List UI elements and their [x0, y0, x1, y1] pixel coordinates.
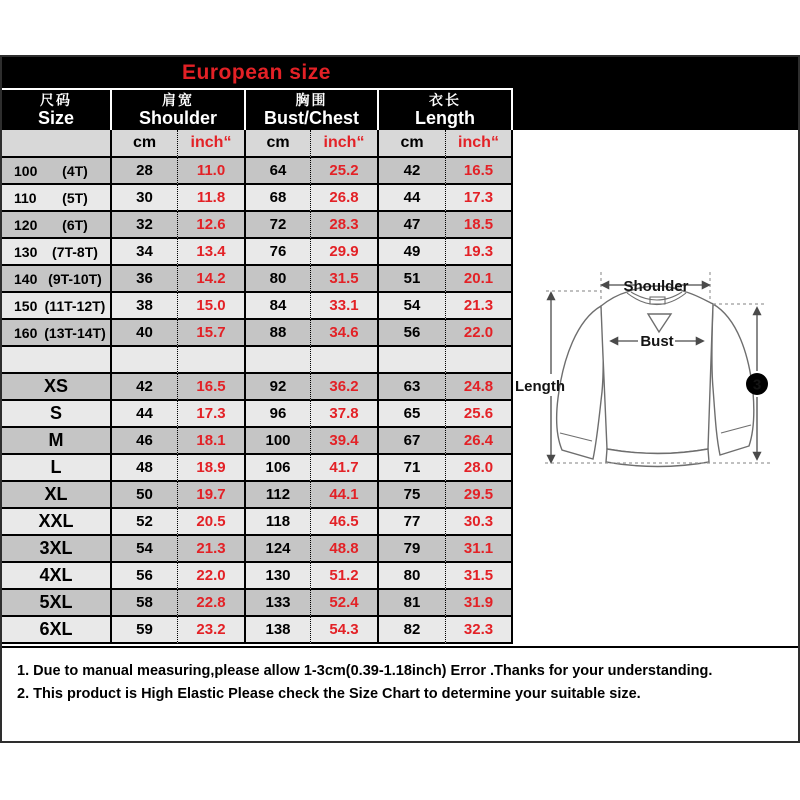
column-header-shoulder	[110, 90, 244, 130]
table-row	[2, 590, 511, 617]
column-header-size-en: Size	[37, 108, 75, 128]
inch-value-cell	[445, 347, 511, 374]
size-cell: 3XL	[2, 536, 110, 563]
inch-value-cell: 44.1	[310, 482, 377, 509]
size-cell: 4XL	[2, 563, 110, 590]
column-header-bust	[244, 90, 377, 130]
size-cell	[2, 185, 110, 212]
table-row	[2, 536, 511, 563]
column-header-length	[377, 90, 511, 130]
cm-value-cell: 58	[110, 590, 177, 617]
size-chart-panel	[0, 55, 800, 743]
size-cell	[2, 158, 110, 185]
cm-value-cell: 75	[377, 482, 445, 509]
size-cell: XXL	[2, 509, 110, 536]
unit-cell-inch: inch“	[310, 130, 377, 158]
cm-value-cell: 51	[377, 266, 445, 293]
column-header-size-zh: 尺码	[40, 92, 72, 108]
column-header-size	[2, 90, 110, 130]
inch-value-cell: 14.2	[177, 266, 244, 293]
cm-value-cell: 77	[377, 509, 445, 536]
cm-value-cell: 63	[377, 374, 445, 401]
inch-value-cell: 31.5	[445, 563, 511, 590]
unit-cell-inch: inch“	[177, 130, 244, 158]
size-age-tag: (11T-12T)	[44, 297, 106, 314]
size-cell	[2, 293, 110, 320]
inch-value-cell: 24.8	[445, 374, 511, 401]
inch-value-cell: 16.5	[445, 158, 511, 185]
column-header-shoulder-zh: 肩宽	[162, 92, 194, 108]
cm-value-cell: 138	[244, 617, 310, 644]
inch-value-cell: 21.3	[177, 536, 244, 563]
cm-value-cell: 34	[110, 239, 177, 266]
size-number: 130	[14, 243, 38, 260]
inch-value-cell: 22.8	[177, 590, 244, 617]
spacer-row	[2, 347, 511, 374]
cm-value-cell: 59	[110, 617, 177, 644]
inch-value-cell: 22.0	[177, 563, 244, 590]
size-age-tag: (13T-14T)	[44, 324, 106, 341]
inch-value-cell: 39.4	[310, 428, 377, 455]
cm-value-cell: 112	[244, 482, 310, 509]
cm-value-cell: 56	[377, 320, 445, 347]
inch-value-cell: 16.5	[177, 374, 244, 401]
cm-value-cell: 49	[377, 239, 445, 266]
inch-value-cell: 26.8	[310, 185, 377, 212]
table-row	[2, 482, 511, 509]
size-number: 140	[14, 270, 38, 287]
size-number: 100	[14, 162, 38, 179]
note-1: 1. Due to manual measuring,please allow 1-3cm(0.39-1.18inch) Error .Thanks for your understanding.	[17, 663, 713, 679]
inch-value-cell: 41.7	[310, 455, 377, 482]
inch-value-cell: 13.4	[177, 239, 244, 266]
inch-value-cell: 28.0	[445, 455, 511, 482]
column-header-bust-en: Bust/Chest	[263, 108, 359, 128]
inch-value-cell: 29.9	[310, 239, 377, 266]
inch-value-cell: 22.0	[445, 320, 511, 347]
inch-value-cell: 19.7	[177, 482, 244, 509]
size-number: 150	[14, 297, 38, 314]
cm-value-cell: 42	[110, 374, 177, 401]
cm-value-cell: 84	[244, 293, 310, 320]
unit-cell-empty	[2, 130, 110, 158]
size-number: 120	[14, 216, 38, 233]
shoulder-label: Shoulder	[623, 278, 689, 295]
size-number: 160	[14, 324, 38, 341]
notes-section	[2, 646, 798, 741]
cm-value-cell: 80	[244, 266, 310, 293]
inch-value-cell: 12.6	[177, 212, 244, 239]
cm-value-cell: 71	[377, 455, 445, 482]
size-age-tag: (9T-10T)	[48, 270, 102, 287]
inch-value-cell: 28.3	[310, 212, 377, 239]
table-row	[2, 293, 511, 320]
inch-value-cell: 23.2	[177, 617, 244, 644]
inch-value-cell: 15.0	[177, 293, 244, 320]
inch-value-cell: 46.5	[310, 509, 377, 536]
bust-label: Bust	[640, 333, 674, 350]
cm-value-cell: 133	[244, 590, 310, 617]
cm-value-cell: 48	[110, 455, 177, 482]
size-cell: S	[2, 401, 110, 428]
column-header-length-en: Length	[415, 108, 475, 128]
inch-value-cell: 25.2	[310, 158, 377, 185]
cm-value-cell: 96	[244, 401, 310, 428]
size-age-tag: (5T)	[62, 189, 88, 206]
unit-cell-cm: cm	[244, 130, 310, 158]
inch-value-cell: 34.6	[310, 320, 377, 347]
cm-value-cell: 130	[244, 563, 310, 590]
cm-value-cell: 76	[244, 239, 310, 266]
cm-value-cell: 68	[244, 185, 310, 212]
table-row	[2, 401, 511, 428]
table-row	[2, 374, 511, 401]
size-cell: XS	[2, 374, 110, 401]
unit-cell-cm: cm	[110, 130, 177, 158]
cm-value-cell: 82	[377, 617, 445, 644]
size-cell: M	[2, 428, 110, 455]
cm-value-cell	[110, 347, 177, 374]
cm-value-cell: 30	[110, 185, 177, 212]
inch-value-cell: 36.2	[310, 374, 377, 401]
inch-value-cell: 25.6	[445, 401, 511, 428]
table-row	[2, 509, 511, 536]
table-row	[2, 266, 511, 293]
inch-value-cell	[177, 347, 244, 374]
inch-value-cell: 15.7	[177, 320, 244, 347]
table-row	[2, 563, 511, 590]
cm-value-cell: 28	[110, 158, 177, 185]
size-cell	[2, 347, 110, 374]
inch-value-cell: 32.3	[445, 617, 511, 644]
size-number: 110	[14, 189, 37, 206]
cm-value-cell: 36	[110, 266, 177, 293]
cm-value-cell	[244, 347, 310, 374]
size-cell	[2, 239, 110, 266]
inch-value-cell: 37.8	[310, 401, 377, 428]
inch-value-cell: 18.9	[177, 455, 244, 482]
cm-value-cell: 44	[110, 401, 177, 428]
inch-value-cell: 31.5	[310, 266, 377, 293]
unit-cell-cm: cm	[377, 130, 445, 158]
cm-value-cell: 67	[377, 428, 445, 455]
inch-value-cell: 11.8	[177, 185, 244, 212]
unit-cell-inch: inch“	[445, 130, 511, 158]
inch-value-cell: 11.0	[177, 158, 244, 185]
inch-value-cell: 18.1	[177, 428, 244, 455]
sweater-body	[601, 286, 713, 454]
page-title: European size	[182, 61, 331, 84]
size-cell	[2, 266, 110, 293]
cm-value-cell: 46	[110, 428, 177, 455]
size-cell	[2, 320, 110, 347]
note-2: 2. This product is High Elastic Please check the Size Chart to determine your suitable size.	[17, 686, 641, 702]
inch-value-cell: 20.1	[445, 266, 511, 293]
table-row	[2, 212, 511, 239]
inch-value-cell: 18.5	[445, 212, 511, 239]
cm-value-cell: 106	[244, 455, 310, 482]
cm-value-cell: 81	[377, 590, 445, 617]
cm-value-cell: 100	[244, 428, 310, 455]
inch-value-cell: 21.3	[445, 293, 511, 320]
inch-value-cell: 51.2	[310, 563, 377, 590]
inch-value-cell: 19.3	[445, 239, 511, 266]
size-table	[2, 130, 513, 644]
column-header-length-zh: 衣长	[429, 92, 461, 108]
cm-value-cell: 54	[377, 293, 445, 320]
unit-row	[2, 130, 511, 158]
table-row	[2, 239, 511, 266]
size-cell: L	[2, 455, 110, 482]
size-age-tag: (4T)	[62, 162, 88, 179]
inch-value-cell: 52.4	[310, 590, 377, 617]
inch-value-cell: 31.9	[445, 590, 511, 617]
cm-value-cell: 50	[110, 482, 177, 509]
length-label: Length	[515, 378, 565, 395]
size-table-body	[2, 158, 511, 644]
cm-value-cell: 47	[377, 212, 445, 239]
inch-value-cell: 33.1	[310, 293, 377, 320]
size-cell: 6XL	[2, 617, 110, 644]
cm-value-cell: 54	[110, 536, 177, 563]
size-age-tag: (6T)	[62, 216, 88, 233]
inch-value-cell: 26.4	[445, 428, 511, 455]
inch-value-cell: 20.5	[177, 509, 244, 536]
cm-value-cell: 118	[244, 509, 310, 536]
cm-value-cell: 40	[110, 320, 177, 347]
table-header-row	[2, 88, 513, 130]
cm-value-cell: 124	[244, 536, 310, 563]
measure-badge-number: 3	[752, 376, 762, 394]
inch-value-cell	[310, 347, 377, 374]
size-age-tag: (7T-8T)	[52, 243, 98, 260]
size-cell: XL	[2, 482, 110, 509]
garment-measure-diagram	[513, 130, 800, 630]
cm-value-cell: 38	[110, 293, 177, 320]
cm-value-cell	[377, 347, 445, 374]
table-row	[2, 320, 511, 347]
cm-value-cell: 65	[377, 401, 445, 428]
cm-value-cell: 72	[244, 212, 310, 239]
cm-value-cell: 44	[377, 185, 445, 212]
column-header-shoulder-en: Shoulder	[138, 108, 217, 128]
cm-value-cell: 80	[377, 563, 445, 590]
inch-value-cell: 17.3	[177, 401, 244, 428]
cm-value-cell: 64	[244, 158, 310, 185]
cm-value-cell: 32	[110, 212, 177, 239]
cm-value-cell: 42	[377, 158, 445, 185]
column-header-bust-zh: 胸围	[295, 92, 328, 108]
inch-value-cell: 54.3	[310, 617, 377, 644]
inch-value-cell: 31.1	[445, 536, 511, 563]
cm-value-cell: 92	[244, 374, 310, 401]
cm-value-cell: 56	[110, 563, 177, 590]
cm-value-cell: 79	[377, 536, 445, 563]
inch-value-cell: 48.8	[310, 536, 377, 563]
size-cell: 5XL	[2, 590, 110, 617]
table-row	[2, 185, 511, 212]
inch-value-cell: 30.3	[445, 509, 511, 536]
table-row	[2, 428, 511, 455]
cm-value-cell: 52	[110, 509, 177, 536]
table-row	[2, 455, 511, 482]
table-row	[2, 158, 511, 185]
table-row	[2, 617, 511, 644]
size-cell	[2, 212, 110, 239]
inch-value-cell: 29.5	[445, 482, 511, 509]
inch-value-cell: 17.3	[445, 185, 511, 212]
cm-value-cell: 88	[244, 320, 310, 347]
